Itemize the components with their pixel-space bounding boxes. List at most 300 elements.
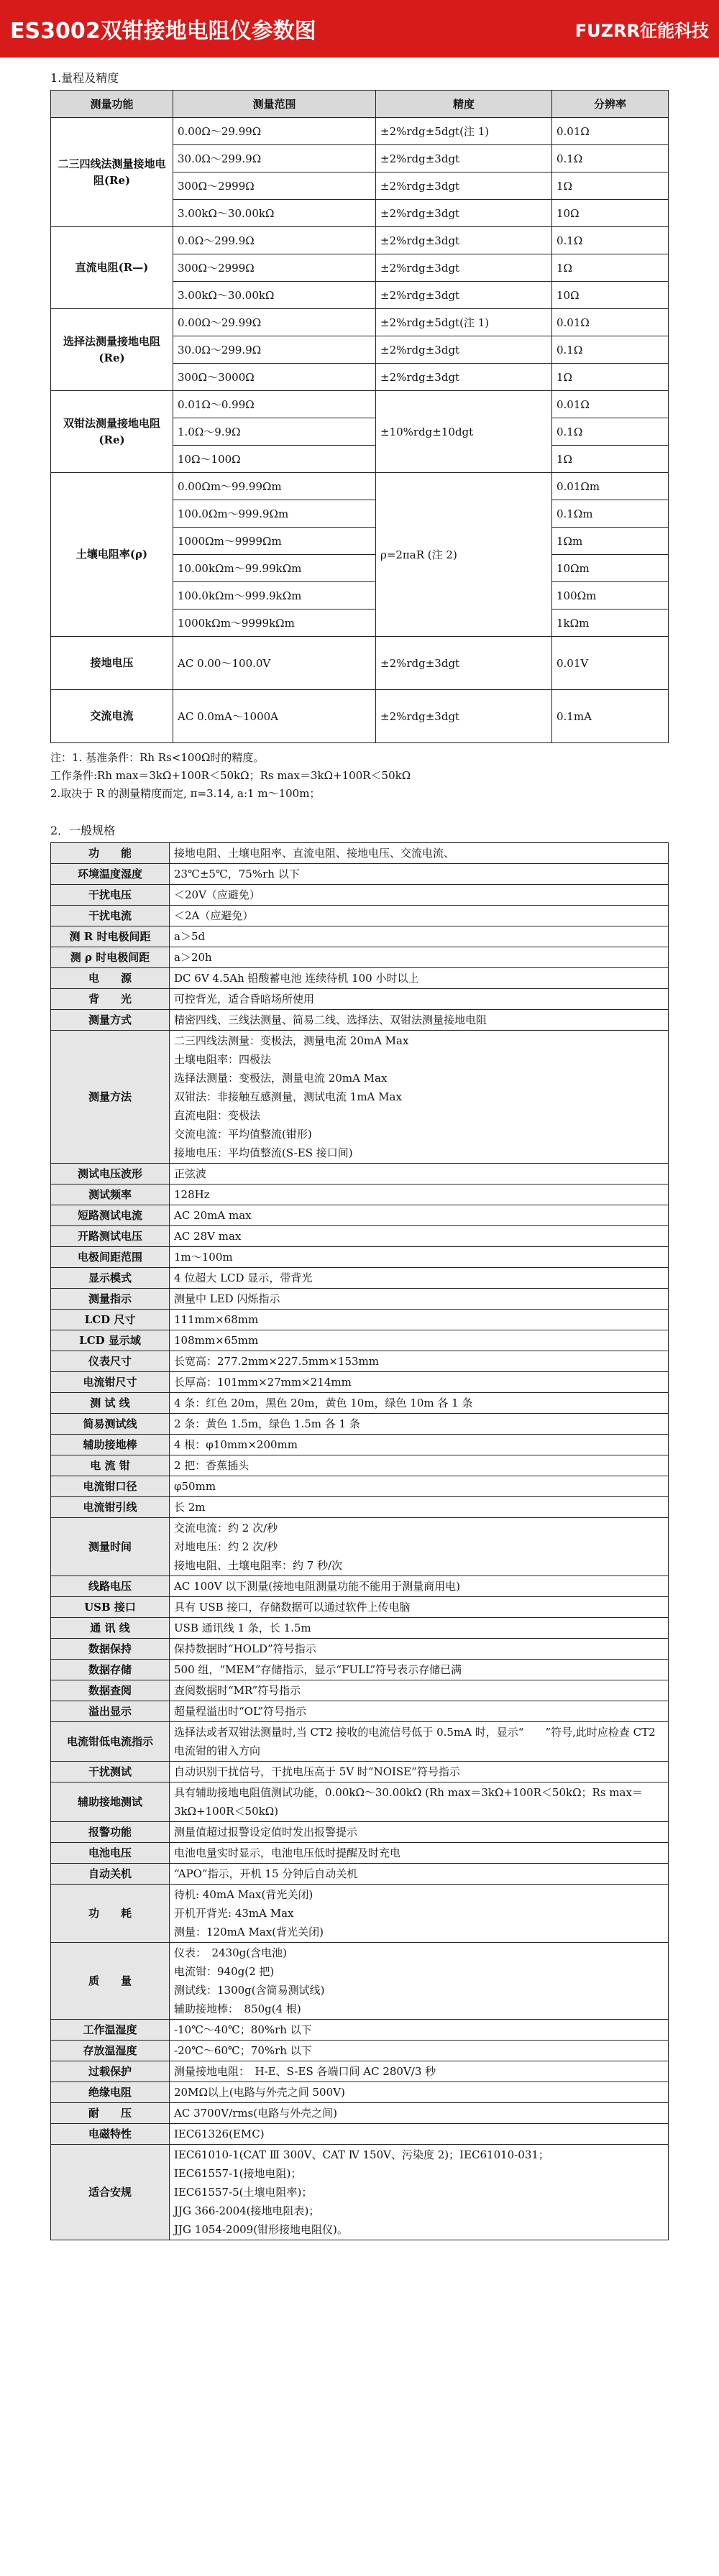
table-row	[51, 227, 669, 254]
resolution: 0.1Ωm	[552, 500, 669, 528]
spec-key: 电磁特性	[51, 2124, 170, 2145]
accuracy: ±10%rdg±10dgt	[376, 391, 552, 473]
spec-value	[170, 1010, 669, 1031]
spec-value	[170, 1943, 669, 2020]
spec-key: 测量方法	[51, 1031, 170, 1164]
spec-key: 线路电压	[51, 1576, 170, 1597]
spec-key: 适合安规	[51, 2145, 170, 2240]
section-title-general: 2．一般规格	[50, 824, 116, 837]
spec-row	[51, 1435, 669, 1455]
accuracy: ±2%rdg±3dgt	[376, 637, 552, 690]
section-title-range: 1.量程及精度	[50, 71, 119, 85]
spec-row	[51, 1476, 669, 1497]
brand-logo: FUZRR征能科技	[574, 20, 709, 41]
spec-row	[51, 2041, 669, 2061]
resolution: 0.01Ω	[552, 391, 669, 418]
spec-key: 数据保持	[51, 1639, 170, 1660]
function-name: 直流电阻(R—)	[51, 227, 173, 309]
spec-value-line: 4 位超大 LCD 显示，带背光	[174, 1271, 313, 1284]
spec-value-line: a＞5d	[174, 930, 206, 943]
spec-key: 辅助接地测试	[51, 1782, 170, 1822]
measure-range: 300Ω～2999Ω	[173, 254, 376, 282]
spec-value-line: 超量程溢出时“OL”符号指示	[174, 1705, 307, 1718]
spec-row	[51, 1289, 669, 1310]
spec-key: 绝缘电阻	[51, 2082, 170, 2103]
spec-value	[170, 1455, 669, 1476]
spec-row	[51, 1680, 669, 1701]
spec-row	[51, 864, 669, 885]
spec-value-line: 接地电阻、土壤电阻率：约 7 秒/次	[174, 1559, 343, 1572]
spec-value	[170, 1864, 669, 1885]
spec-value-line: 交流电流：约 2 次/秒	[174, 1522, 278, 1535]
spec-key: 开路测试电压	[51, 1226, 170, 1247]
spec-value	[170, 1576, 669, 1597]
spec-value-line: 4 条：红色 20m，黑色 20m，黄色 10m，绿色 10m 各 1 条	[174, 1397, 473, 1409]
spec-value-line: 接地电压：平均值整流(S-ES 接口间)	[174, 1146, 353, 1159]
spec-value-line: 测量值超过报警设定值时发出报警提示	[174, 1826, 358, 1839]
resolution: 1Ωm	[552, 528, 669, 555]
range-accuracy-table	[50, 90, 669, 743]
spec-key: 干扰测试	[51, 1762, 170, 1782]
spec-value-line: IEC61557-5(土壤电阻率)；	[174, 2186, 313, 2199]
spec-key: 数据存储	[51, 1660, 170, 1680]
spec-row	[51, 1518, 669, 1576]
table-row	[51, 637, 669, 690]
resolution: 0.1Ω	[552, 418, 669, 446]
spec-value-line: JJG 366-2004(接地电阻表)；	[174, 2204, 320, 2217]
spec-key: 报警功能	[51, 1822, 170, 1843]
resolution: 0.1mA	[552, 690, 669, 743]
spec-value-line: 长宽高：277.2mm×227.5mm×153mm	[174, 1355, 379, 1368]
spec-value-line: ＜2A（应避免）	[174, 909, 254, 922]
spec-value	[170, 1184, 669, 1205]
spec-key: 干扰电压	[51, 885, 170, 906]
column-header: 精度	[376, 91, 552, 118]
general-spec-table	[50, 842, 669, 2240]
resolution: 1Ω	[552, 364, 669, 391]
note-line: 2.取决于 R 的测量精度而定, π=3.14, a:1 m～100m；	[50, 787, 321, 800]
spec-row	[51, 1497, 669, 1518]
spec-row	[51, 968, 669, 989]
spec-value-line: “APO”指示，开机 15 分钟后自动关机	[174, 1867, 358, 1880]
document-body	[0, 58, 719, 2240]
measure-range: 100.0kΩm～999.9kΩm	[173, 582, 376, 610]
measure-range: 3.00kΩ～30.00kΩ	[173, 200, 376, 227]
column-header: 测量功能	[51, 91, 173, 118]
spec-value-line: 500 组，“MEM”存储指示，显示“FULL”符号表示存储已满	[174, 1663, 462, 1676]
spec-row	[51, 1455, 669, 1476]
spec-row	[51, 1372, 669, 1393]
resolution: 0.01Ω	[552, 309, 669, 336]
spec-value-line: 交流电流：平均值整流(钳形)	[174, 1128, 312, 1141]
page-title: ES3002双钳接地电阻仪参数图	[10, 19, 316, 44]
spec-key: 电流钳尺寸	[51, 1372, 170, 1393]
spec-value-line: 接地电阻、土壤电阻率、直流电阻、接地电压、交流电流、	[174, 847, 455, 860]
spec-value	[170, 989, 669, 1010]
spec-value-line: JJG 1054-2009(钳形接地电阻仪)。	[174, 2223, 348, 2236]
spec-value-line: 正弦波	[174, 1167, 207, 1180]
spec-row	[51, 1943, 669, 2020]
spec-value	[170, 843, 669, 864]
spec-value-line: -20℃～60℃；70%rh 以下	[174, 2044, 312, 2057]
spec-row	[51, 2082, 669, 2103]
spec-value	[170, 926, 669, 947]
spec-row	[51, 1701, 669, 1722]
spec-key: 存放温湿度	[51, 2041, 170, 2061]
resolution: 0.1Ω	[552, 336, 669, 364]
spec-row	[51, 1414, 669, 1435]
spec-value-line: 辅助接地棒： 850g(4 根)	[174, 2002, 301, 2015]
notes	[50, 749, 669, 803]
spec-value-line: USB 通讯线 1 条，长 1.5m	[174, 1622, 311, 1634]
accuracy: ±2%rdg±3dgt	[376, 282, 552, 309]
spec-row	[51, 1184, 669, 1205]
accuracy: ±2%rdg±5dgt(注 1)	[376, 309, 552, 336]
resolution: 0.1Ω	[552, 145, 669, 172]
spec-value-line: IEC61326(EMC)	[174, 2128, 265, 2140]
resolution: 0.01Ωm	[552, 473, 669, 500]
measure-range: 10.00kΩm～99.99kΩm	[173, 555, 376, 582]
spec-row	[51, 1639, 669, 1660]
spec-value	[170, 1247, 669, 1268]
resolution: 0.1Ω	[552, 227, 669, 254]
spec-value-line: AC 20mA max	[174, 1209, 252, 1222]
spec-value-line: 选择法或者双钳法测量时,当 CT2 接收的电流信号低于 0.5mA 时，显示“ ”符号,此时应检查 CT2 电流钳的钳入方向	[174, 1726, 656, 1757]
measure-range: 0.00Ωm～99.99Ωm	[173, 473, 376, 500]
spec-value	[170, 1762, 669, 1782]
accuracy: ±2%rdg±3dgt	[376, 336, 552, 364]
function-name: 接地电压	[51, 637, 173, 690]
resolution: 10Ωm	[552, 555, 669, 582]
spec-value-line: 自动识别干扰信号，干扰电压高于 5V 时“NOISE”符号指示	[174, 1765, 460, 1778]
spec-value	[170, 1393, 669, 1414]
spec-value-line: 仪表： 2430g(含电池)	[174, 1946, 287, 1959]
spec-row	[51, 1660, 669, 1680]
spec-value	[170, 1310, 669, 1330]
spec-key: 电池电压	[51, 1843, 170, 1864]
accuracy: ±2%rdg±3dgt	[376, 227, 552, 254]
spec-row	[51, 1597, 669, 1618]
spec-value-line: 128Hz	[174, 1188, 210, 1201]
spec-row	[51, 1762, 669, 1782]
spec-value	[170, 1031, 669, 1164]
spec-row	[51, 2020, 669, 2041]
resolution: 10Ω	[552, 200, 669, 227]
spec-value	[170, 2061, 669, 2082]
spec-value-line: φ50mm	[174, 1480, 216, 1493]
spec-value-line: -10℃～40℃；80%rh 以下	[174, 2023, 312, 2036]
measure-range: AC 0.0mA～1000A	[173, 690, 376, 743]
table-row	[51, 473, 669, 500]
spec-key: 测量指示	[51, 1289, 170, 1310]
spec-value-line: 土壤电阻率：四极法	[174, 1053, 272, 1066]
spec-key: 质 量	[51, 1943, 170, 2020]
function-name: 交流电流	[51, 690, 173, 743]
spec-value-line: DC 6V 4.5Ah 铅酸蓄电池 连续待机 100 小时以上	[174, 972, 419, 985]
measure-range: 30.0Ω～299.9Ω	[173, 336, 376, 364]
resolution: 1Ω	[552, 254, 669, 282]
spec-value-line: 2 把：香蕉插头	[174, 1459, 249, 1472]
spec-value-line: 双钳法：非接触互感测量，测试电流 1mA Max	[174, 1090, 402, 1103]
spec-value-line: 4 根：φ10mm×200mm	[174, 1438, 298, 1451]
spec-key: LCD 尺寸	[51, 1310, 170, 1330]
resolution: 0.01Ω	[552, 118, 669, 145]
spec-row	[51, 1822, 669, 1843]
resolution: 1kΩm	[552, 610, 669, 637]
spec-row	[51, 2103, 669, 2124]
spec-value	[170, 906, 669, 926]
measure-range: 300Ω～2999Ω	[173, 172, 376, 200]
spec-value-line: 测量接地电阻： H-E、S-ES 各端口间 AC 280V/3 秒	[174, 2065, 436, 2078]
accuracy: ±2%rdg±3dgt	[376, 364, 552, 391]
spec-value	[170, 1205, 669, 1226]
function-name: 二三四线法测量接地电阻(Re)	[51, 118, 173, 227]
spec-value	[170, 1618, 669, 1639]
spec-value	[170, 1226, 669, 1247]
spec-value-line: 直流电阻：变极法	[174, 1109, 261, 1122]
spec-row	[51, 1010, 669, 1031]
note-line: 注：1. 基准条件：Rh Rs<100Ω时的精度。	[50, 751, 265, 764]
accuracy: ρ=2πaR (注 2)	[376, 473, 552, 637]
spec-value-line: 待机: 40mA Max(背光关闭)	[174, 1888, 313, 1901]
spec-key: 电 源	[51, 968, 170, 989]
spec-value	[170, 1701, 669, 1722]
spec-value-line: 1m～100m	[174, 1251, 233, 1264]
spec-row	[51, 885, 669, 906]
accuracy: ±2%rdg±3dgt	[376, 254, 552, 282]
spec-value-line: 开机开背光: 43mA Max	[174, 1907, 294, 1920]
measure-range: 1.0Ω～9.9Ω	[173, 418, 376, 446]
function-name: 选择法测量接地电阻(Re)	[51, 309, 173, 391]
spec-value	[170, 864, 669, 885]
spec-key: 电流钳引线	[51, 1497, 170, 1518]
resolution: 10Ω	[552, 282, 669, 309]
resolution: 1Ω	[552, 446, 669, 473]
spec-key: 数据查阅	[51, 1680, 170, 1701]
spec-value	[170, 1639, 669, 1660]
spec-value-line: 长厚高：101mm×27mm×214mm	[174, 1376, 352, 1389]
accuracy: ±2%rdg±5dgt(注 1)	[376, 118, 552, 145]
spec-value	[170, 1351, 669, 1372]
spec-key: 功 能	[51, 843, 170, 864]
spec-value	[170, 885, 669, 906]
page-header	[0, 0, 719, 58]
spec-value-line: 20MΩ以上(电路与外壳之间 500V)	[174, 2086, 345, 2099]
spec-row	[51, 1205, 669, 1226]
spec-value	[170, 1330, 669, 1351]
spec-value-line: 电池电量实时显示，电池电压低时提醒及时充电	[174, 1846, 401, 1859]
spec-row	[51, 1782, 669, 1822]
spec-row	[51, 1618, 669, 1639]
spec-key: 辅助接地棒	[51, 1435, 170, 1455]
spec-value	[170, 968, 669, 989]
spec-key: 测 试 线	[51, 1393, 170, 1414]
accuracy: ±2%rdg±3dgt	[376, 172, 552, 200]
spec-row	[51, 1247, 669, 1268]
spec-row	[51, 1393, 669, 1414]
spec-key: 电流钳口径	[51, 1476, 170, 1497]
spec-key: 显示模式	[51, 1268, 170, 1289]
measure-range: 10Ω～100Ω	[173, 446, 376, 473]
spec-row	[51, 1164, 669, 1184]
spec-key: 自动关机	[51, 1864, 170, 1885]
measure-range: 0.00Ω～29.99Ω	[173, 309, 376, 336]
measure-range: 100.0Ωm～999.9Ωm	[173, 500, 376, 528]
spec-value-line: 测量：120mA Max(背光关闭)	[174, 1926, 324, 1938]
spec-value	[170, 1822, 669, 1843]
spec-value	[170, 1518, 669, 1576]
spec-row	[51, 1268, 669, 1289]
spec-row	[51, 2145, 669, 2240]
spec-key: 测 R 时电极间距	[51, 926, 170, 947]
spec-value	[170, 1435, 669, 1455]
spec-row	[51, 1576, 669, 1597]
spec-key: 耐 压	[51, 2103, 170, 2124]
spec-value-line: 测量中 LED 闪烁指示	[174, 1292, 280, 1305]
spec-key: 背 光	[51, 989, 170, 1010]
spec-value	[170, 1476, 669, 1497]
spec-value	[170, 1372, 669, 1393]
function-name: 双钳法测量接地电阻(Re)	[51, 391, 173, 473]
spec-row	[51, 947, 669, 968]
spec-key: 测量方式	[51, 1010, 170, 1031]
column-header: 分辨率	[552, 91, 669, 118]
spec-key: 简易测试线	[51, 1414, 170, 1435]
function-name: 土壤电阻率(ρ)	[51, 473, 173, 637]
spec-row	[51, 989, 669, 1010]
spec-key: 测 ρ 时电极间距	[51, 947, 170, 968]
spec-value	[170, 2145, 669, 2240]
spec-value	[170, 1497, 669, 1518]
table-row	[51, 391, 669, 418]
spec-value	[170, 2082, 669, 2103]
spec-value-line: 2 条：黄色 1.5m，绿色 1.5m 各 1 条	[174, 1417, 360, 1430]
spec-value	[170, 1660, 669, 1680]
resolution: 1Ω	[552, 172, 669, 200]
measure-range: AC 0.00～100.0V	[173, 637, 376, 690]
measure-range: 0.0Ω～299.9Ω	[173, 227, 376, 254]
spec-key: 干扰电流	[51, 906, 170, 926]
resolution: 0.01V	[552, 637, 669, 690]
spec-row	[51, 1722, 669, 1762]
spec-value	[170, 2124, 669, 2145]
table-row	[51, 118, 669, 145]
spec-value-line: 测试线：1300g(含简易测试线)	[174, 1984, 325, 1997]
spec-value	[170, 1782, 669, 1822]
spec-value-line: 具有 USB 接口，存储数据可以通过软件上传电脑	[174, 1601, 411, 1614]
spec-row	[51, 1864, 669, 1885]
resolution: 100Ωm	[552, 582, 669, 610]
measure-range: 30.0Ω～299.9Ω	[173, 145, 376, 172]
spec-row	[51, 1031, 669, 1164]
spec-key: 溢出显示	[51, 1701, 170, 1722]
spec-value-line: 108mm×65mm	[174, 1334, 259, 1347]
spec-value-line: 精密四线、三线法测量、简易二线、选择法、双钳法测量接地电阻	[174, 1013, 487, 1026]
measure-range: 1000Ωm～9999Ωm	[173, 528, 376, 555]
spec-value-line: AC 100V 以下测量(接地电阻测量功能不能用于测量商用电)	[174, 1580, 461, 1593]
spec-value-line: 23℃±5℃，75%rh 以下	[174, 868, 300, 880]
spec-value	[170, 1843, 669, 1864]
spec-value-line: AC 28V max	[174, 1230, 242, 1243]
spec-key: 电 流 钳	[51, 1455, 170, 1476]
measure-range: 0.01Ω～0.99Ω	[173, 391, 376, 418]
spec-value-line: 111mm×68mm	[174, 1313, 259, 1326]
spec-key: LCD 显示域	[51, 1330, 170, 1351]
spec-value	[170, 947, 669, 968]
spec-value	[170, 1414, 669, 1435]
table-header-row	[51, 91, 669, 118]
spec-key: 过载保护	[51, 2061, 170, 2082]
spec-value	[170, 2020, 669, 2041]
spec-key: 仪表尺寸	[51, 1351, 170, 1372]
spec-value-line: 长 2m	[174, 1501, 206, 1514]
spec-value-line: ＜20V（应避免）	[174, 888, 260, 901]
spec-key: 通 讯 线	[51, 1618, 170, 1639]
spec-value-line: a＞20h	[174, 951, 212, 964]
spec-key: 电流钳低电流指示	[51, 1722, 170, 1762]
measure-range: 1000kΩm～9999kΩm	[173, 610, 376, 637]
spec-row	[51, 2061, 669, 2082]
spec-value-line: IEC61557-1(接地电阻)；	[174, 2167, 302, 2180]
spec-key: 测试频率	[51, 1184, 170, 1205]
spec-value-line: 保持数据时“HOLD”符号指示	[174, 1642, 316, 1655]
spec-value	[170, 1597, 669, 1618]
table-row	[51, 690, 669, 743]
column-header: 测量范围	[173, 91, 376, 118]
accuracy: ±2%rdg±3dgt	[376, 145, 552, 172]
spec-value-line: 对地电压：约 2 次/秒	[174, 1540, 278, 1553]
spec-row	[51, 1843, 669, 1864]
spec-key: 功 耗	[51, 1885, 170, 1943]
note-line: 工作条件:Rh max＝3kΩ+100R＜50kΩ；Rs max＝3kΩ+100R＜50kΩ	[50, 769, 411, 782]
spec-value-line: 可控背光，适合昏暗场所使用	[174, 993, 315, 1006]
spec-row	[51, 1330, 669, 1351]
spec-value-line: 查阅数据时“MR”符号指示	[174, 1684, 301, 1697]
spec-value-line: 选择法测量：变极法，测量电流 20mA Max	[174, 1072, 388, 1085]
spec-row	[51, 1885, 669, 1943]
spec-value	[170, 1289, 669, 1310]
measure-range: 0.00Ω～29.99Ω	[173, 118, 376, 145]
spec-value	[170, 2103, 669, 2124]
spec-key: USB 接口	[51, 1597, 170, 1618]
spec-row	[51, 843, 669, 864]
spec-value	[170, 1885, 669, 1943]
spec-value-line: IEC61010-1(CAT Ⅲ 300V、CAT Ⅳ 150V、污染度 2)；IEC61010-031；	[174, 2148, 549, 2161]
spec-value	[170, 2041, 669, 2061]
spec-value-line: AC 3700V/rms(电路与外壳之间)	[174, 2107, 337, 2120]
spec-row	[51, 1310, 669, 1330]
spec-value	[170, 1164, 669, 1184]
spec-key: 短路测试电流	[51, 1205, 170, 1226]
spec-row	[51, 906, 669, 926]
spec-value-line: 电流钳：940g(2 把)	[174, 1965, 275, 1978]
accuracy: ±2%rdg±3dgt	[376, 200, 552, 227]
spec-value	[170, 1268, 669, 1289]
spec-value	[170, 1680, 669, 1701]
spec-value-line: 具有辅助接地电阻值测试功能，0.00kΩ～30.00kΩ (Rh max＝3kΩ+100R＜50kΩ；Rs max＝3kΩ+100R＜50kΩ)	[174, 1786, 643, 1818]
spec-key: 测试电压波形	[51, 1164, 170, 1184]
spec-key: 工作温湿度	[51, 2020, 170, 2041]
spec-key: 电极间距范围	[51, 1247, 170, 1268]
spec-key: 测量时间	[51, 1518, 170, 1576]
spec-row	[51, 926, 669, 947]
spec-row	[51, 1351, 669, 1372]
table-row	[51, 309, 669, 336]
measure-range: 3.00kΩ～30.00kΩ	[173, 282, 376, 309]
spec-row	[51, 2124, 669, 2145]
accuracy: ±2%rdg±3dgt	[376, 690, 552, 743]
spec-key: 环境温度湿度	[51, 864, 170, 885]
